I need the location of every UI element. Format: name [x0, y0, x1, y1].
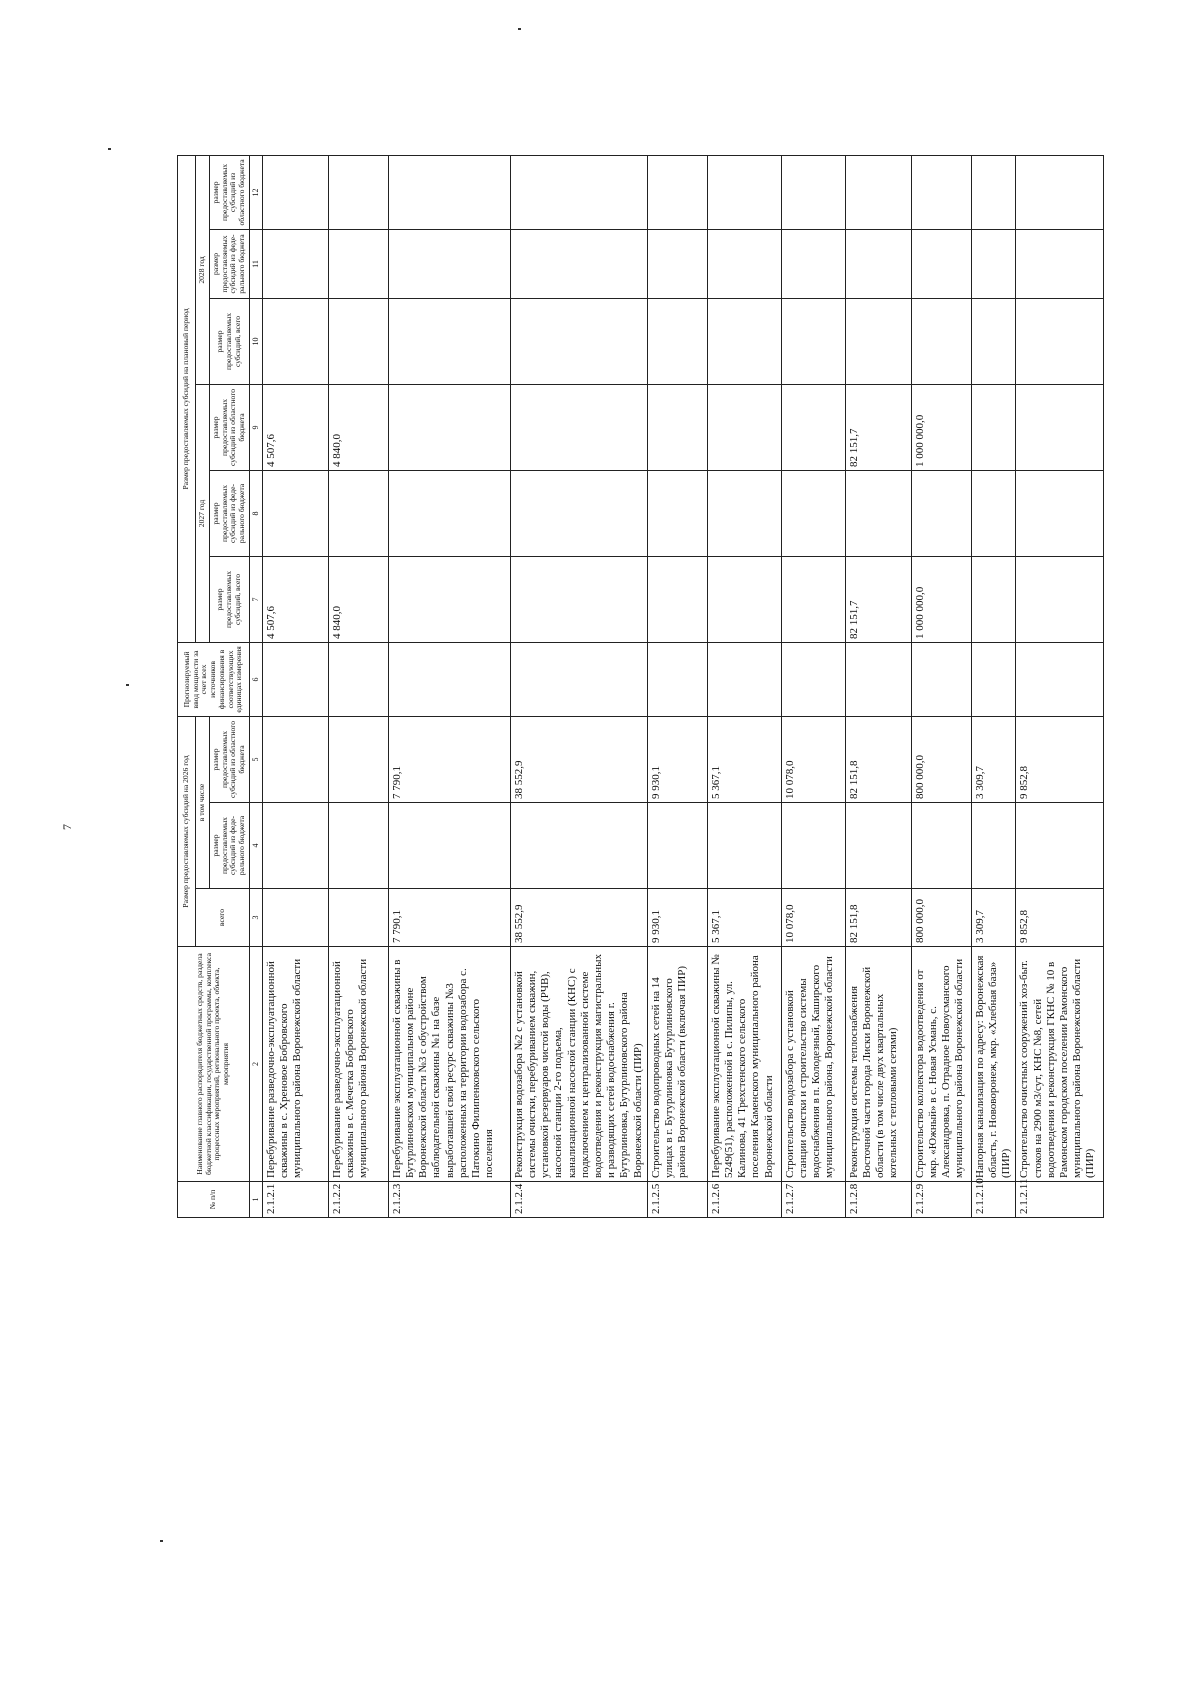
fed-2027-cell [707, 470, 781, 556]
fed-2027-cell [647, 470, 707, 556]
total-2028-cell [845, 298, 911, 384]
capacity-cell [1016, 642, 1104, 716]
row-number-cell: 2.1.2.10 [971, 1182, 1016, 1218]
header-reg-2026: размер предоставляемых субсидий из областного бюджета [210, 716, 250, 802]
reg-2028-cell [262, 155, 328, 229]
reg-2026-cell: 82 151,8 [845, 716, 911, 802]
fed-2028-cell [781, 229, 845, 298]
table-row [647, 155, 707, 1217]
reg-2026-cell [262, 716, 328, 802]
total-2028-cell [781, 298, 845, 384]
capacity-cell [781, 642, 845, 716]
fed-2028-cell [262, 229, 328, 298]
fed-2027-cell [781, 470, 845, 556]
fed-2028-cell [911, 229, 971, 298]
fed-2028-cell [510, 229, 647, 298]
fed-2027-cell [911, 470, 971, 556]
reg-2026-cell: 9 852,8 [1016, 716, 1104, 802]
column-number: 6 [249, 642, 262, 716]
column-number: 8 [249, 470, 262, 556]
reg-2026-cell: 3 309,7 [971, 716, 1016, 802]
total-2027-cell: 4 840,0 [328, 556, 388, 642]
total-2028-cell [911, 298, 971, 384]
fed-2026-cell [707, 803, 781, 889]
total-2028-cell [647, 298, 707, 384]
reg-2028-cell [911, 155, 971, 229]
fed-2028-cell [845, 229, 911, 298]
reg-2027-cell [781, 384, 845, 470]
row-name-cell: Строительство водопроводных сетей на 14 улицах в г. Бутурлиновка Бутурлиновского района Воронежской области (включая ПИР) [647, 947, 707, 1182]
column-number: 1 [249, 1182, 262, 1218]
header-group-2026: Размер предоставляемых субсидий на 2026 год [178, 716, 196, 946]
row-name-cell: Напорная канализация по адресу: Воронежская область, г. Нововоронеж, мкр. «Хлебная база» (ПИР) [971, 947, 1016, 1182]
total-2028-cell [707, 298, 781, 384]
table-row [262, 155, 328, 1217]
subsidies-table [177, 155, 1104, 1218]
header-reg-2027: размер предоставляемых субсидий из областного бюджета [210, 384, 250, 470]
row-number-cell: 2.1.2.8 [845, 1182, 911, 1218]
fed-2026-cell [510, 803, 647, 889]
total-2027-cell [781, 556, 845, 642]
header-in-that: в том числе [196, 716, 210, 888]
capacity-cell [647, 642, 707, 716]
reg-2026-cell: 800 000,0 [911, 716, 971, 802]
reg-2028-cell [1016, 155, 1104, 229]
reg-2027-cell [971, 384, 1016, 470]
reg-2026-cell: 7 790,1 [388, 716, 510, 802]
reg-2028-cell [328, 155, 388, 229]
row-name-cell: Реконструкция системы теплоснабжения Восточной части города Лиски Воронежской области (в том числе двух квартальных котельных с тепловыми сетями) [845, 947, 911, 1182]
row-number-cell: 2.1.2.3 [388, 1182, 510, 1218]
fed-2028-cell [707, 229, 781, 298]
reg-2027-cell [388, 384, 510, 470]
total-2026-cell: 800 000,0 [911, 889, 971, 947]
total-2028-cell [328, 298, 388, 384]
capacity-cell [328, 642, 388, 716]
row-name-cell: Реконструкция водозабора №2 с установкой системы очистки, перебуриванием скважин, установкой резервуаров чистой воды (РЧВ), насосной станции 2-го подъема, канализационной насосной станции (КНС) с подключением к централизованной системе водоотведения и реконструкция магистральных и разводящих сетей водоснабжения г. Бутурлиновка, Бутурлиновского района Воронежской области (ПИР) [510, 947, 647, 1182]
total-2026-cell: 82 151,8 [845, 889, 911, 947]
table-row [911, 155, 971, 1217]
reg-2027-cell: 82 151,7 [845, 384, 911, 470]
reg-2026-cell: 38 552,9 [510, 716, 647, 802]
reg-2028-cell [781, 155, 845, 229]
header-fed-2028: размер предоставляемых субсидий из феде-рального бюджета [210, 229, 250, 298]
total-2026-cell [328, 889, 388, 947]
fed-2028-cell [647, 229, 707, 298]
reg-2027-cell: 4 507,6 [262, 384, 328, 470]
total-2027-cell: 4 507,6 [262, 556, 328, 642]
column-number: 9 [249, 384, 262, 470]
total-2028-cell [262, 298, 328, 384]
column-number: 5 [249, 716, 262, 802]
reg-2027-cell [707, 384, 781, 470]
fed-2028-cell [388, 229, 510, 298]
reg-2027-cell [1016, 384, 1104, 470]
table-row [845, 155, 911, 1217]
fed-2026-cell [845, 803, 911, 889]
fed-2026-cell [388, 803, 510, 889]
row-name-cell: Перебуривание эксплуатационной скважины № 5249(51), расположенной в с. Пилипы, ул. Калинова, 41 Трехстенского сельского поселения Каменского муниципального района Воронежской области [707, 947, 781, 1182]
capacity-cell [262, 642, 328, 716]
page-number: 7 [60, 824, 74, 830]
reg-2026-cell: 5 367,1 [707, 716, 781, 802]
reg-2027-cell [510, 384, 647, 470]
header-fed-2026: размер предоставляемых субсидий из феде-рального бюджета [210, 803, 250, 889]
row-number-cell: 2.1.2.9 [911, 1182, 971, 1218]
header-group-plan: Размер предоставляемых субсидий на плановый период [178, 155, 196, 642]
row-number-cell: 2.1.2.1 [262, 1182, 328, 1218]
capacity-cell [707, 642, 781, 716]
fed-2028-cell [328, 229, 388, 298]
reg-2027-cell: 1 000 000,0 [911, 384, 971, 470]
rotated-table-wrapper [177, 156, 1097, 1218]
fed-2026-cell [1016, 803, 1104, 889]
fed-2028-cell [1016, 229, 1104, 298]
fed-2027-cell [388, 470, 510, 556]
total-2028-cell [388, 298, 510, 384]
scan-speck [126, 684, 129, 686]
row-number-cell: 2.1.2.7 [781, 1182, 845, 1218]
table-row [781, 155, 845, 1217]
reg-2026-cell [328, 716, 388, 802]
fed-2027-cell [845, 470, 911, 556]
fed-2027-cell [328, 470, 388, 556]
table-body [262, 155, 1103, 1217]
fed-2026-cell [328, 803, 388, 889]
total-2028-cell [971, 298, 1016, 384]
row-name-cell: Перебуривание разведочно-эксплуатационной скважины в с. Мечетка Бобровского муниципального района Воронежской области [328, 947, 388, 1182]
row-number-cell: 2.1.2.5 [647, 1182, 707, 1218]
capacity-cell [911, 642, 971, 716]
row-name-cell: Строительство коллектора водоотведения от мкр. «Южный» в с. Новая Усмань, с. Александровка, п. Отрадное Новоусманского муниципального района Воронежской области [911, 947, 971, 1182]
fed-2026-cell [781, 803, 845, 889]
reg-2028-cell [388, 155, 510, 229]
fed-2027-cell [510, 470, 647, 556]
fed-2028-cell [971, 229, 1016, 298]
reg-2028-cell [845, 155, 911, 229]
total-2028-cell [510, 298, 647, 384]
table-row [1016, 155, 1104, 1217]
row-number-cell: 2.1.2.6 [707, 1182, 781, 1218]
header-total-2027: размер предоставляемых субсидий, всего [210, 556, 250, 642]
table-row [388, 155, 510, 1217]
total-2026-cell: 5 367,1 [707, 889, 781, 947]
total-2026-cell [262, 889, 328, 947]
row-number-cell: 2.1.2.11 [1016, 1182, 1104, 1218]
row-name-cell: Строительство очистных сооружений хоз-быт. стоков на 2900 м3/сут, КНС №8, сетей водоотведения и реконструкция ГКНС № 10 в Рамонском городском поселении Рамонского муниципального района Воронежской области (ПИР) [1016, 947, 1104, 1182]
fed-2027-cell [971, 470, 1016, 556]
header-capacity: Прогнозируемый ввод мощности за счет всех источников финансирования в соответствующих единицах измерения [178, 642, 250, 716]
total-2027-cell [510, 556, 647, 642]
header-reg-2028: размер предоставляемых субсидий из областного бюджета [210, 155, 250, 229]
column-number: 3 [249, 889, 262, 947]
header-no: № п/п [178, 1182, 250, 1218]
table-row [971, 155, 1016, 1217]
header-total-2026: всего [196, 889, 250, 947]
header-total-2028: размер предоставляемых субсидий, всего [210, 298, 250, 384]
column-number: 12 [249, 155, 262, 229]
total-2027-cell [971, 556, 1016, 642]
row-name-cell: Перебуривание разведочно-эксплуатационной скважины в с. Хреновое Бобровского муниципального района Воронежской области [262, 947, 328, 1182]
reg-2028-cell [647, 155, 707, 229]
column-number-row [249, 155, 262, 1217]
total-2026-cell: 3 309,7 [971, 889, 1016, 947]
scan-speck [108, 148, 111, 150]
capacity-cell [510, 642, 647, 716]
header-year-2027: 2027 год [196, 384, 210, 642]
total-2026-cell: 9 930,1 [647, 889, 707, 947]
total-2026-cell: 9 852,8 [1016, 889, 1104, 947]
fed-2027-cell [262, 470, 328, 556]
capacity-cell [388, 642, 510, 716]
row-number-cell: 2.1.2.4 [510, 1182, 647, 1218]
row-name-cell: Перебуривание эксплуатационной скважины в Бутурлиновском муниципальном районе Воронежской области №3 с обустройством наблюдательной скважины №1 на базе выработавшей свой ресурс скважины №3 расположенных на территории водозабора с. Патокино Филипенковского сельского поселения [388, 947, 510, 1182]
capacity-cell [845, 642, 911, 716]
reg-2027-cell [647, 384, 707, 470]
total-2028-cell [1016, 298, 1104, 384]
total-2027-cell [707, 556, 781, 642]
total-2026-cell: 7 790,1 [388, 889, 510, 947]
fed-2026-cell [971, 803, 1016, 889]
reg-2027-cell: 4 840,0 [328, 384, 388, 470]
total-2026-cell: 38 552,9 [510, 889, 647, 947]
reg-2028-cell [707, 155, 781, 229]
header-fed-2027: размер предоставляемых субсидий из феде-рального бюджета [210, 470, 250, 556]
column-number: 2 [249, 947, 262, 1182]
header-name: Наименование главного распорядителя бюджетных средств, раздела бюджетной классификации, государственной программы, комплекса процессных мероприятий, регионального проекта, объекта, мероприятия [178, 947, 250, 1182]
row-name-cell: Строительство водозабора с установкой станции очистки и строительство системы водоснабжения в п. Колодезный, Каширского муниципального района, Воронежской области [781, 947, 845, 1182]
reg-2026-cell: 10 078,0 [781, 716, 845, 802]
total-2026-cell: 10 078,0 [781, 889, 845, 947]
table-row [328, 155, 388, 1217]
fed-2027-cell [1016, 470, 1104, 556]
table-row [707, 155, 781, 1217]
column-number: 7 [249, 556, 262, 642]
total-2027-cell: 1 000 000,0 [911, 556, 971, 642]
reg-2028-cell [510, 155, 647, 229]
column-number: 4 [249, 803, 262, 889]
reg-2026-cell: 9 930,1 [647, 716, 707, 802]
total-2027-cell [388, 556, 510, 642]
fed-2026-cell [911, 803, 971, 889]
fed-2026-cell [647, 803, 707, 889]
header-year-2028: 2028 год [196, 155, 210, 384]
fed-2026-cell [262, 803, 328, 889]
table-row [510, 155, 647, 1217]
reg-2028-cell [971, 155, 1016, 229]
scan-speck [160, 1540, 163, 1542]
column-number: 10 [249, 298, 262, 384]
row-number-cell: 2.1.2.2 [328, 1182, 388, 1218]
total-2027-cell [647, 556, 707, 642]
column-number: 11 [249, 229, 262, 298]
capacity-cell [971, 642, 1016, 716]
scan-speck [518, 28, 521, 30]
total-2027-cell [1016, 556, 1104, 642]
total-2027-cell: 82 151,7 [845, 556, 911, 642]
